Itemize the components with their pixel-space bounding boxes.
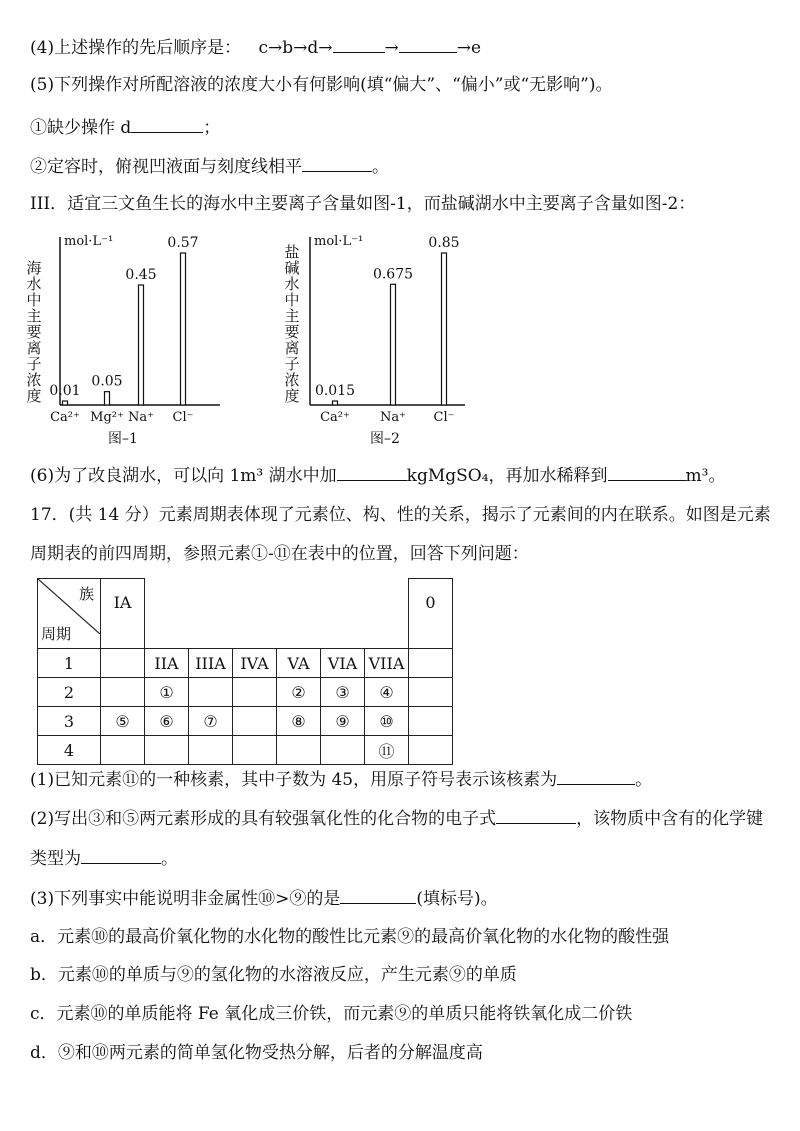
chart-1-value-label-3: 0.57 <box>167 235 199 251</box>
table-corner <box>38 579 101 649</box>
cell-3-iva <box>233 707 277 736</box>
chart-1-bar-1 <box>105 392 110 405</box>
chart-1-unit: mol·L⁻¹ <box>64 234 114 249</box>
chart-1 <box>20 225 220 458</box>
q17-1-blank[interactable] <box>557 766 635 785</box>
q17-3-blank[interactable] <box>340 885 416 904</box>
q17-2-text: (2)写出③和⑤两元素形成的具有较强氧化性的化合物的电子式 <box>30 809 497 829</box>
cell-4-ia <box>101 736 145 765</box>
q17-2b-tail: 。 <box>161 849 178 869</box>
chart-1-title: 图–1 <box>108 431 138 447</box>
chart-1-category-2: Na⁺ <box>128 410 154 425</box>
cell-4-0 <box>409 736 453 765</box>
corner-period-label: 周期 <box>41 625 72 643</box>
element-4: ④ <box>365 678 409 707</box>
cell-1-0 <box>409 649 453 678</box>
period-1: 1 <box>38 649 101 678</box>
group-via-header: VIA <box>321 649 365 678</box>
q5-1-tail: ； <box>203 118 221 138</box>
period-2: 2 <box>38 678 101 707</box>
group-ia-header: IA <box>101 579 145 649</box>
q17-2-blank-1[interactable] <box>496 805 576 824</box>
element-5: ⑤ <box>101 707 145 736</box>
q4-blank-1[interactable] <box>333 34 385 53</box>
element-2: ② <box>277 678 321 707</box>
chart-1-category-1: Mg²⁺ <box>90 410 124 425</box>
chart-1-category-0: Ca²⁺ <box>50 410 80 425</box>
cell-2-iiia <box>189 678 233 707</box>
chart-1-value-label-2: 0.45 <box>125 267 157 283</box>
cell-2-0 <box>409 678 453 707</box>
group-0-header: 0 <box>409 579 453 649</box>
question-17-line-2: 周期表的前四周期，参照元素①-⑪在表中的位置，回答下列问题： <box>30 544 529 564</box>
question-5-1 <box>30 114 220 140</box>
element-6: ⑥ <box>145 707 189 736</box>
option-b: b．元素⑩的单质与⑨的氢化物的水溶液反应，产生元素⑨的单质 <box>30 965 517 985</box>
question-5: (5)下列操作对所配溶液的浓度大小有何影响(填“偏大”、“偏小”或“无影响”)。 <box>30 75 613 95</box>
element-1: ① <box>145 678 189 707</box>
chart-2-category-2: Cl⁻ <box>433 410 455 425</box>
cell-2-iva <box>233 678 277 707</box>
periodic-table <box>37 578 453 765</box>
corner-group-label: 族 <box>78 585 94 603</box>
q5-2-text: ②定容时，俯视凹液面与刻度线相平 <box>30 157 302 177</box>
element-10: ⑩ <box>365 707 409 736</box>
question-5-2 <box>30 153 389 179</box>
chart-1-svg <box>20 225 220 453</box>
q4-blank-2[interactable] <box>399 34 457 53</box>
chart-2-value-label-0: 0.015 <box>314 383 356 399</box>
cell-4-va <box>277 736 321 765</box>
q4-arrow-end: →e <box>456 38 482 58</box>
q17-1-text: (1)已知元素⑪的一种核素，其中子数为 45，用原子符号表示该核素为 <box>30 770 558 790</box>
chart-1-value-label-0: 0.01 <box>49 383 81 399</box>
chart-2-value-label-1: 0.675 <box>372 266 414 283</box>
chart-2-bar-1 <box>391 284 396 405</box>
chart-1-ylabel: 海水中主要离子浓度 <box>26 259 42 405</box>
group-iia-header: IIA <box>145 649 189 678</box>
chart-2-svg <box>280 225 480 453</box>
element-11: ⑪ <box>365 736 409 765</box>
chart-1-value-label-1: 0.05 <box>91 373 123 390</box>
question-6 <box>30 462 725 488</box>
cell-1-ia <box>101 649 145 678</box>
q17-2b-text: 类型为 <box>30 849 81 869</box>
element-8: ⑧ <box>277 707 321 736</box>
cell-4-iva <box>233 736 277 765</box>
group-va-header: VA <box>277 649 321 678</box>
chart-2-ylabel: 盐碱水中主要离子浓度 <box>284 243 300 405</box>
question-4 <box>30 34 481 60</box>
question-17-3 <box>30 885 498 911</box>
cell-3-0 <box>409 707 453 736</box>
element-7: ⑦ <box>189 707 233 736</box>
option-d: d．⑨和⑩两元素的简单氢化物受热分解，后者的分解温度高 <box>30 1043 483 1063</box>
q6-prefix: (6)为了改良湖水，可以向 1m³ 湖水中加 <box>30 466 337 486</box>
chart-1-bar-3 <box>181 253 186 405</box>
period-4: 4 <box>38 736 101 765</box>
option-a: a．元素⑩的最高价氧化物的水化物的酸性比元素⑨的最高价氧化物的水化物的酸性强 <box>30 927 670 947</box>
q6-mid: kgMgSO₄，再加水稀释到 <box>406 466 608 486</box>
q17-1-tail: 。 <box>635 770 653 790</box>
q17-3-tail: (填标号)。 <box>416 889 498 909</box>
question-17-2b <box>30 845 178 871</box>
chart-2-value-label-2: 0.85 <box>428 235 460 251</box>
chart-2-bar-2 <box>442 253 447 405</box>
q5-2-tail: 。 <box>372 157 389 177</box>
group-iiia-header: IIIA <box>189 649 233 678</box>
chart-2 <box>280 225 480 458</box>
option-c: c．元素⑩的单质能将 Fe 氧化成三价铁，而元素⑨的单质只能将铁氧化成二价铁 <box>30 1004 633 1024</box>
q4-prefix: (4)上述操作的先后顺序是： <box>30 38 242 58</box>
q4-sequence-start: c→b→d→ <box>258 38 333 58</box>
element-9: ⑨ <box>321 707 365 736</box>
q6-tail: m³。 <box>685 466 726 486</box>
chart-2-category-1: Na⁺ <box>380 410 406 425</box>
cell-4-iia <box>145 736 189 765</box>
chart-2-unit: mol·L⁻¹ <box>314 234 364 249</box>
chart-2-bar-0 <box>333 401 338 405</box>
cell-2-ia <box>101 678 145 707</box>
q17-2-tail: ，该物质中含有的化学键 <box>576 809 764 829</box>
question-17-2 <box>30 805 763 831</box>
question-17-line-1: 17．(共 14 分）元素周期表体现了元素位、构、性的关系，揭示了元素间的内在联系。如图是元素 <box>30 505 771 525</box>
element-3: ③ <box>321 678 365 707</box>
chart-1-bar-0 <box>63 401 68 405</box>
chart-2-title: 图–2 <box>370 431 400 447</box>
q6-blank-2[interactable] <box>608 462 686 481</box>
q17-3-text: (3)下列事实中能说明非金属性⑩>⑨的是 <box>30 889 341 909</box>
chart-1-bar-2 <box>139 285 144 405</box>
period-3: 3 <box>38 707 101 736</box>
q6-blank-1[interactable] <box>337 462 407 481</box>
chart-2-category-0: Ca²⁺ <box>320 410 350 425</box>
q5-1-blank[interactable] <box>131 114 203 133</box>
cell-4-iiia <box>189 736 233 765</box>
q5-1-text: ①缺少操作 d <box>30 118 132 138</box>
section-3-intro: III．适宜三文鱼生长的海水中主要离子含量如图-1，而盐碱湖水中主要离子含量如图-2： <box>30 194 696 214</box>
table-top-gap <box>145 579 409 649</box>
question-17-1 <box>30 766 652 792</box>
group-iva-header: IVA <box>233 649 277 678</box>
q4-arrow: → <box>384 38 399 58</box>
cell-4-via <box>321 736 365 765</box>
group-viia-header: VIIA <box>365 649 409 678</box>
q5-2-blank[interactable] <box>302 153 372 172</box>
q17-2-blank-2[interactable] <box>81 845 161 864</box>
chart-1-category-3: Cl⁻ <box>172 410 194 425</box>
